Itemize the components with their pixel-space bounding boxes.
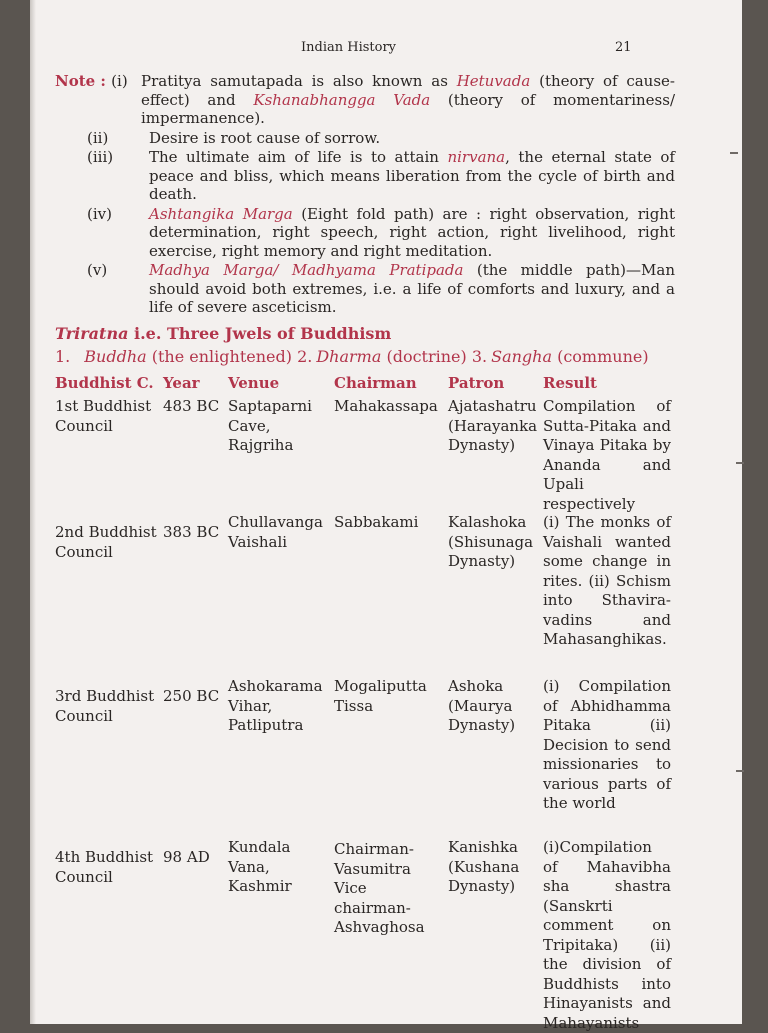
table-cell-council: 4th Buddhist Council <box>55 848 154 886</box>
table-cell-council: 2nd Buddhist Council <box>55 523 157 561</box>
col-header-venue: Venue <box>228 374 280 392</box>
note-segment: , the eternal state of peace and bliss, which means liberation from the cycle of birth and death. <box>149 148 675 203</box>
table-cell-year: 383 BC <box>163 523 220 541</box>
triratna-heading-rest: i.e. Three Jwels of Buddhism <box>128 324 392 343</box>
note-segment: Hetuvada <box>456 72 531 90</box>
triratna-number: 3. <box>471 347 488 366</box>
table-cell-venue: Chullavanga Vaishali <box>228 513 323 551</box>
note-number: (iv) <box>87 204 112 223</box>
table-cell-council: 3rd Buddhist Council <box>55 687 155 725</box>
note-item <box>55 72 675 128</box>
note-text <box>149 261 675 317</box>
table-cell-venue: Kundala Vana, Kashmir <box>228 838 292 895</box>
table-cell-chairman: Mahakassapa <box>334 397 438 415</box>
margin-mark <box>736 770 744 772</box>
note-segment: Ashtangika Marga <box>149 204 293 223</box>
note-prefix: Note : <box>55 72 112 90</box>
note-segment: Desire is root cause of sorrow. <box>149 128 381 147</box>
note-segment: (theory of cause-effect) and <box>141 72 675 109</box>
table-cell-chairman: Chairman- Vasumitra Vice chairman- Ashvaghosa <box>334 840 425 936</box>
table-cell-council: 1st Buddhist Council <box>55 397 152 435</box>
note-segment: (the middle path)—Man should avoid both extremes, i.e. a life of comforts and luxury, and a life of severe asceticism. <box>149 261 675 316</box>
table-cell-result: Compilation of Sutta-Pitaka and Vinaya Pitaka by Ananda and Upali respectively <box>543 397 671 513</box>
note-label <box>55 148 149 204</box>
note-item <box>55 205 675 261</box>
note-segment: Madhya Marga/ Madhyama Pratipada <box>149 261 464 279</box>
margin-mark <box>736 462 744 464</box>
triratna-heading <box>55 324 391 343</box>
note-number: (ii) <box>87 128 109 147</box>
note-text <box>149 205 675 261</box>
triratna-name: Dharma <box>316 347 382 366</box>
margin-mark <box>730 152 738 154</box>
note-item <box>55 129 675 148</box>
note-item <box>55 261 675 317</box>
note-text <box>149 148 675 204</box>
page-number: 21 <box>615 40 632 55</box>
col-header-result: Result <box>543 374 597 392</box>
triratna-number: 2. <box>297 347 313 366</box>
table-cell-year: 250 BC <box>163 687 220 705</box>
triratna-desc: (doctrine) <box>381 347 472 366</box>
note-number: (v) <box>87 261 108 279</box>
note-label <box>55 261 149 317</box>
triratna-heading-italic: Triratna <box>55 324 129 343</box>
note-label <box>55 129 149 148</box>
running-title: Indian History <box>301 40 397 55</box>
table-cell-result: (i) The monks of Vaishali wanted some change in rites. (ii) Schism into Sthavira-vadins and Mahasanghikas. <box>543 513 671 648</box>
table-cell-patron: Ashoka (Maurya Dynasty) <box>448 677 516 734</box>
col-header-year: Year <box>163 374 200 392</box>
triratna-desc: (commune) <box>552 347 649 366</box>
note-segment: Pratitya samutapada is also known as <box>141 72 457 90</box>
note-number: (i) <box>111 72 128 90</box>
book-page <box>30 0 742 1032</box>
triratna-list <box>55 347 705 366</box>
col-header-chairman: Chairman <box>334 374 417 392</box>
col-header-council: Buddhist C. <box>55 374 154 392</box>
note-label <box>55 72 141 128</box>
note-segment: The ultimate aim of life is to attain <box>149 148 448 166</box>
note-text <box>141 72 675 128</box>
notes-section <box>55 72 675 317</box>
table-cell-venue: Ashokarama Vihar, Patliputra <box>228 677 323 734</box>
triratna-name: Sangha <box>491 347 552 366</box>
note-segment: nirvana <box>447 148 506 166</box>
table-header <box>30 374 742 396</box>
table-cell-patron: Kalashoka (Shisunaga Dynasty) <box>448 513 534 570</box>
table-cell-venue: Saptaparni Cave, Rajgriha <box>228 397 312 454</box>
triratna-desc: (the enlightened) <box>146 347 298 366</box>
note-segment: (Eight fold path) are : right observation, right determination, right speech, right action, right livelihood, right exercise, right memory and right meditation. <box>149 204 675 260</box>
note-text <box>149 129 675 148</box>
table-cell-year: 98 AD <box>163 848 210 866</box>
table-cell-chairman: Sabbakami <box>334 513 419 531</box>
table-cell-result: (i) Compilation of Abhidhamma Pitaka (ii) Decision to send missionaries to various parts of the world <box>543 677 671 812</box>
triratna-name: Buddha <box>84 347 147 366</box>
note-item <box>55 148 675 204</box>
table-cell-chairman: Mogaliputta Tissa <box>334 677 427 715</box>
table-cell-patron: Kanishka (Kushana Dynasty) <box>448 838 520 895</box>
table-cell-year: 483 BC <box>163 397 220 415</box>
note-number: (iii) <box>87 148 114 166</box>
note-segment: Kshanabhangga Vada <box>253 90 431 109</box>
triratna-number: 1. <box>55 347 71 366</box>
table-cell-result: (i)Compilation of Mahavibha sha shastra (Sanskrti comment on Tripitaka) (ii) the division of Buddhists into Hinayanists and Mahayanists <box>543 838 671 1032</box>
col-header-patron: Patron <box>448 374 505 392</box>
note-label <box>55 205 149 261</box>
page-header <box>30 40 742 60</box>
table-cell-patron: Ajatashatru (Harayanka Dynasty) <box>448 397 538 454</box>
note-segment: (theory of momentariness/ impermanence). <box>141 90 676 127</box>
